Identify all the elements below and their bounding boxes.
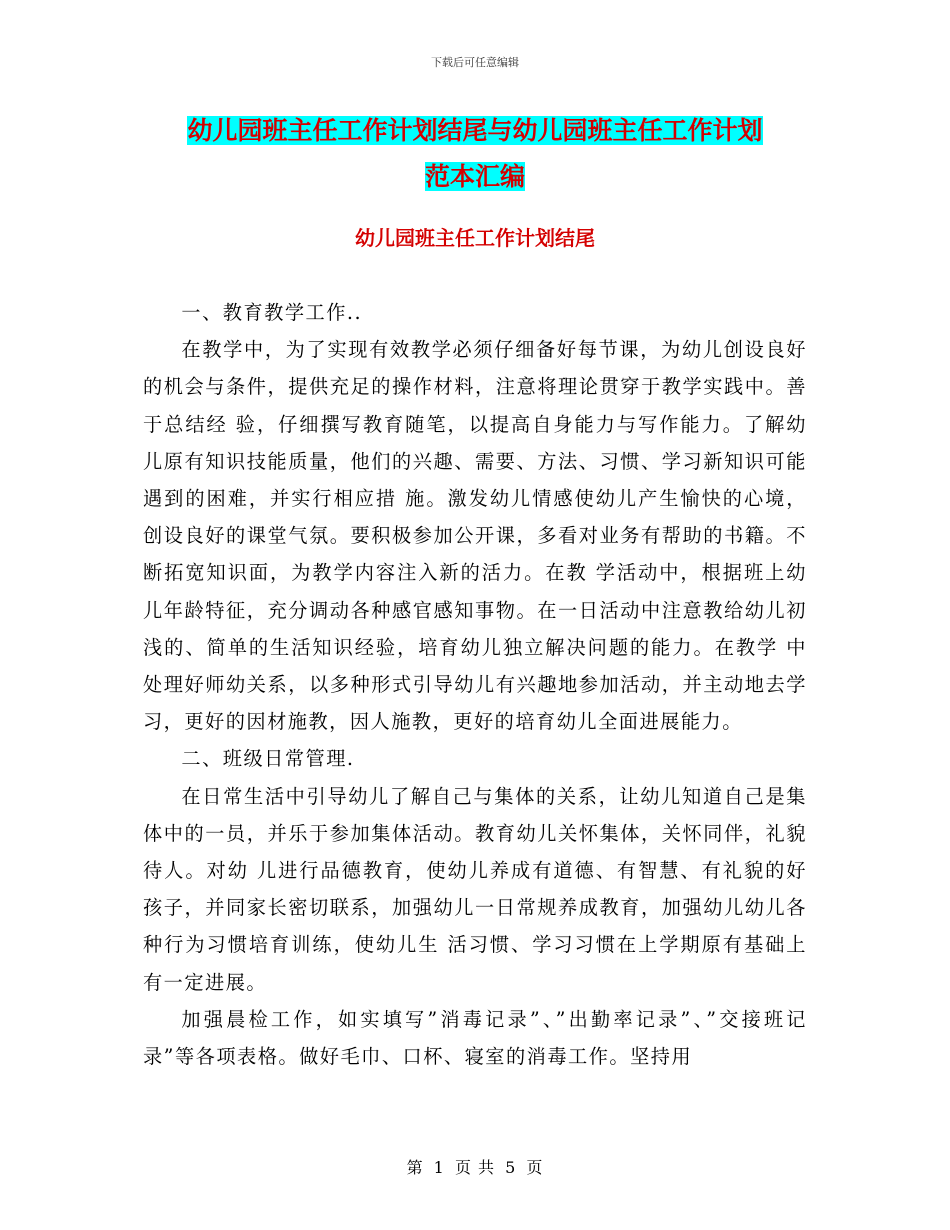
- document-title-line1: 幼儿园班主任工作计划结尾与幼儿园班主任工作计划: [187, 116, 763, 145]
- paragraph: 加强晨检工作，如实填写”消毒记录”、”出勤率记录”、”交接班记录”等各项表格。做好毛巾、口杯、寝室的消毒工作。坚持用: [143, 1007, 807, 1069]
- current-page-number: 1: [433, 1158, 445, 1177]
- total-page-count: 5: [505, 1158, 517, 1177]
- footer-prefix: 第: [406, 1158, 424, 1177]
- paragraph-heading-1: 一、教育教学工作..: [181, 301, 363, 324]
- paragraph: 在日常生活中引导幼儿了解自己与集体的关系，让幼儿知道自己是集体中的一员，并乐于参加集体活动。教育幼儿关怀集体，关怀同伴，礼貌待人。对幼 儿进行品德教育，使幼儿养成有道德、有智慧、有礼貌的好孩子，并同家长密切联系，加强幼儿一日常规养成教育，加强幼儿幼儿各种行为习惯培育训练，使幼儿生 活习惯、学习习惯在上学期原有基础上有一定进展。: [143, 784, 807, 994]
- paragraph-heading-2: 二、班级日常管理.: [181, 747, 355, 771]
- footer-suffix: 页: [526, 1158, 544, 1177]
- paragraph: 在教学中，为了实现有效教学必须仔细备好每节课，为幼儿创设良好的机会与条件，提供充足的操作材料，注意将理论贯穿于教学实践中。善于总结经 验，仔细撰写教育随笔，以提高自身能力与写作能力。了解幼儿原有知识技能质量，他们的兴趣、需要、方法、习惯、学习新知识可能遇到的困难，并实行相应措 施。激发幼儿情感使幼儿产生愉快的心境，创设良好的课堂气氛。要积极参加公开课，多看对业务有帮助的书籍。不断拓宽知识面，为教学内容注入新的活力。在教 学活动中，根据班上幼儿年龄特征，充分调动各种感官感知事物。在一日活动中注意教给幼儿初浅的、简单的生活知识经验，培育幼儿独立解决问题的能力。在教学 中处理好师幼关系，以多种形式引导幼儿有兴趣地参加活动，并主动地去学习，更好的因材施教，因人施教，更好的培育幼儿全面进展能力。: [143, 338, 807, 734]
- document-title-line2: 范本汇编: [424, 162, 525, 191]
- header-note: 下载后可任意编辑: [431, 56, 519, 69]
- section-title: 幼儿园班主任工作计划结尾: [355, 226, 595, 250]
- footer-middle: 页 共: [454, 1158, 496, 1177]
- document-title: [140, 108, 810, 200]
- document-body: [143, 294, 807, 1075]
- page-footer: [0, 1155, 950, 1178]
